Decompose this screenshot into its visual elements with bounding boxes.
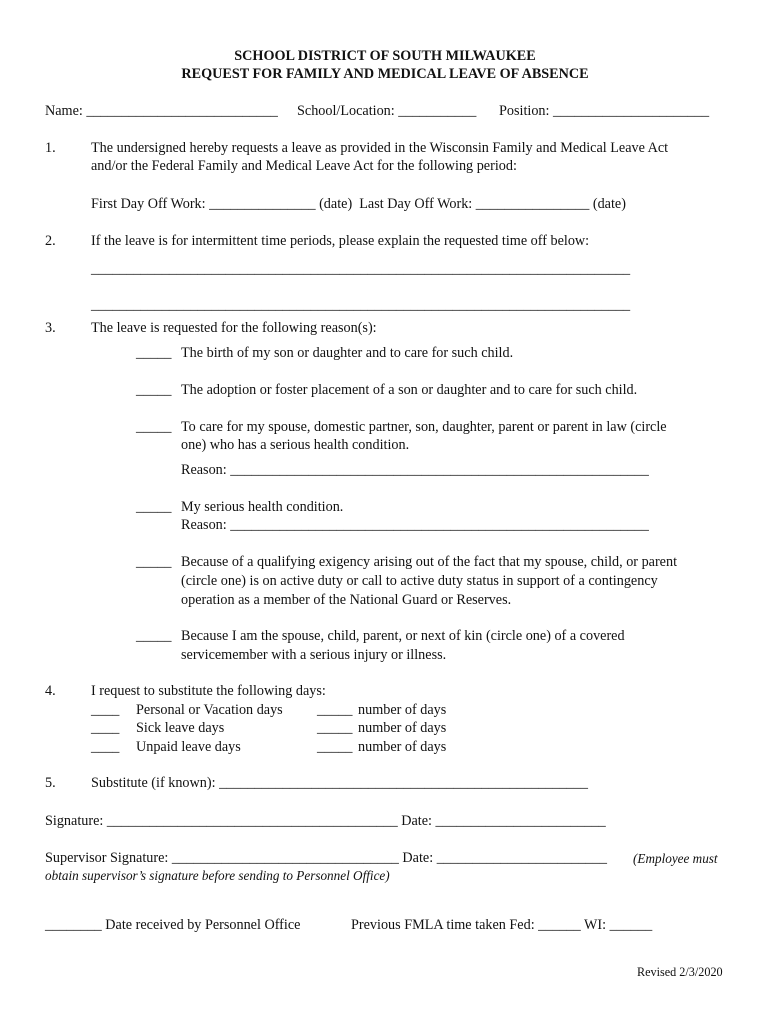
reason-adoption-label: The adoption or foster placement of a son or daughter and to care for such child. — [181, 382, 638, 398]
item-4-number: 4. — [45, 683, 56, 699]
position-field[interactable]: Position: ______________________ — [499, 103, 710, 119]
sick-leave-days-field[interactable]: _____ — [317, 720, 353, 736]
employee-note-line2: obtain supervisor’s signature before sending to Personnel Office) — [45, 868, 390, 883]
item-1-number: 1. — [45, 140, 56, 156]
intermittent-explanation-line-1[interactable]: ____________________________________________________________________________ — [91, 261, 631, 277]
sick-leave-days-label: number of days — [358, 720, 447, 736]
revision-date: Revised 2/3/2020 — [637, 965, 723, 979]
reason-own-health-checkbox[interactable]: _____ — [136, 499, 172, 515]
reason-adoption-checkbox[interactable]: _____ — [136, 382, 172, 398]
personal-vacation-blank[interactable]: ____ — [91, 702, 120, 718]
substitute-field[interactable]: Substitute (if known): ____________________________________________________ — [91, 775, 588, 791]
item-1-text-line2: and/or the Federal Family and Medical Leave Act for the following period: — [91, 158, 517, 174]
reason-own-health-reason-field[interactable]: Reason: ___________________________________________________________ — [181, 517, 649, 533]
reason-exigency-checkbox[interactable]: _____ — [136, 554, 172, 570]
signature-date-field[interactable]: Signature: _________________________________________ Date: ________________________ — [45, 813, 606, 829]
previous-fmla-field[interactable]: Previous FMLA time taken Fed: ______ WI: ______ — [351, 917, 653, 933]
reason-servicemember-checkbox[interactable]: _____ — [136, 628, 172, 644]
form-subtitle: REQUEST FOR FAMILY AND MEDICAL LEAVE OF ABSENCE — [181, 66, 589, 82]
reason-servicemember-label-line1: Because I am the spouse, child, parent, or next of kin (circle one) of a covered — [181, 628, 625, 644]
sick-leave-label: Sick leave days — [136, 720, 225, 736]
reason-own-health-label: My serious health condition. — [181, 499, 344, 515]
reason-care-family-reason-field[interactable]: Reason: ___________________________________________________________ — [181, 462, 649, 478]
reason-birth-checkbox[interactable]: _____ — [136, 345, 172, 361]
school-location-field[interactable]: School/Location: ___________ — [297, 103, 477, 119]
item-2-number: 2. — [45, 233, 56, 249]
unpaid-leave-label: Unpaid leave days — [136, 739, 241, 755]
unpaid-leave-blank[interactable]: ____ — [91, 739, 120, 755]
reason-care-family-label-line2: one) who has a serious health condition. — [181, 437, 410, 453]
unpaid-leave-days-field[interactable]: _____ — [317, 739, 353, 755]
reason-exigency-label-line3: operation as a member of the National Guard or Reserves. — [181, 592, 512, 608]
item-2-text: If the leave is for intermittent time periods, please explain the requested time off below: — [91, 233, 590, 249]
item-4-text: I request to substitute the following days: — [91, 683, 326, 699]
personal-vacation-label: Personal or Vacation days — [136, 702, 283, 718]
item-5-number: 5. — [45, 775, 56, 791]
form-title: SCHOOL DISTRICT OF SOUTH MILWAUKEE — [234, 48, 536, 64]
reason-birth-label: The birth of my son or daughter and to care for such child. — [181, 345, 514, 361]
reason-care-family-checkbox[interactable]: _____ — [136, 419, 172, 435]
date-received-field[interactable]: ________ Date received by Personnel Office — [45, 917, 301, 933]
reason-exigency-label-line2: (circle one) is on active duty or call to active duty status in support of a contingency — [181, 573, 658, 589]
leave-dates-field[interactable]: First Day Off Work: _______________ (date) Last Day Off Work: ________________ (date) — [91, 196, 626, 212]
reason-care-family-label-line1: To care for my spouse, domestic partner, son, daughter, parent or parent in law (circle — [181, 419, 667, 435]
sick-leave-blank[interactable]: ____ — [91, 720, 120, 736]
employee-note-line1: (Employee must — [633, 851, 718, 866]
item-3-number: 3. — [45, 320, 56, 336]
intermittent-explanation-line-2[interactable]: ____________________________________________________________________________ — [91, 297, 631, 313]
reason-servicemember-label-line2: servicemember with a serious injury or illness. — [181, 647, 447, 663]
item-3-text: The leave is requested for the following reason(s): — [91, 320, 377, 336]
supervisor-signature-field[interactable]: Supervisor Signature: ________________________________ Date: ________________________ — [45, 850, 607, 866]
item-1-text-line1: The undersigned hereby requests a leave as provided in the Wisconsin Family and Medical Leave Act — [91, 140, 669, 156]
reason-exigency-label-line1: Because of a qualifying exigency arising out of the fact that my spouse, child, or parent — [181, 554, 678, 570]
personal-vacation-days-field[interactable]: _____ — [317, 702, 353, 718]
unpaid-leave-days-label: number of days — [358, 739, 447, 755]
personal-vacation-days-label: number of days — [358, 702, 447, 718]
name-field[interactable]: Name: ___________________________ — [45, 103, 278, 119]
